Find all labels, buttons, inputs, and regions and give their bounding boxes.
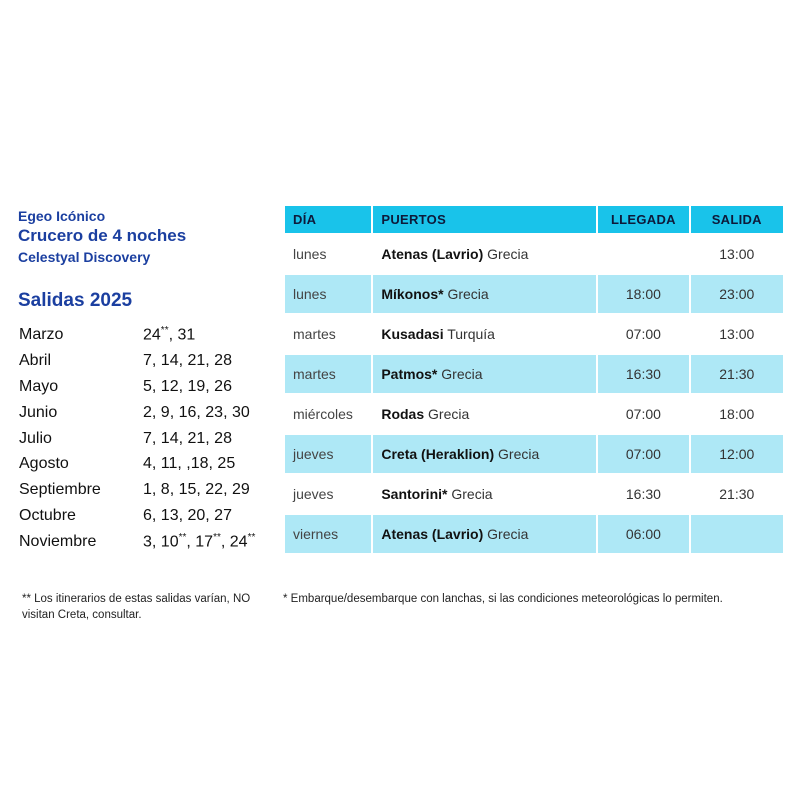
month-dates [143, 507, 232, 525]
month-dates [143, 532, 255, 551]
arrival-cell [598, 235, 688, 273]
month-name: Octubre [19, 507, 76, 525]
dates-text: 1, 8, 15, 22, 29 [143, 481, 250, 499]
note-marker: ** [178, 532, 187, 544]
departure-row [19, 374, 281, 400]
port-cell [373, 355, 596, 393]
port-country: Grecia [441, 366, 483, 382]
port-country: Grecia [498, 446, 540, 462]
itinerary-row [285, 435, 783, 473]
port-cell [373, 235, 596, 273]
arrival-cell: 18:00 [598, 275, 688, 313]
departures-title: Salidas 2025 [18, 290, 133, 311]
header-salida: SALIDA [691, 206, 783, 233]
port-cell [373, 275, 596, 313]
month-name: Noviembre [19, 533, 97, 551]
month-dates [143, 481, 250, 499]
dates-text: 5, 12, 19, 26 [143, 377, 232, 395]
departure-row [19, 400, 281, 426]
month-dates [143, 352, 232, 370]
day-cell: viernes [285, 515, 371, 553]
itinerary-row [285, 475, 783, 513]
dates-text: 4, 11, ,18, 25 [143, 455, 236, 473]
month-dates [143, 455, 235, 473]
port-name: Atenas (Lavrio) [381, 246, 484, 262]
departure-row [19, 477, 281, 503]
port-cell [373, 475, 596, 513]
cruise-heading [18, 207, 280, 267]
dates-text: 3, 10 [143, 533, 179, 551]
arrival-cell: 07:00 [598, 435, 688, 473]
ship-name: Celestyal Discovery [18, 249, 151, 265]
itinerary-row [285, 275, 783, 313]
day-cell: jueves [285, 435, 371, 473]
port-cell [373, 515, 596, 553]
dates-text: 7, 14, 21, 28 [143, 351, 232, 369]
departure-cell: 13:00 [719, 326, 755, 342]
departure-cell: 23:00 [691, 275, 783, 313]
port-name: Míkonos* [381, 286, 444, 302]
departure-cell: 18:00 [719, 406, 755, 422]
port-cell [373, 395, 596, 433]
port-name: Kusadasi [381, 326, 444, 342]
arrival-cell: 07:00 [625, 326, 661, 342]
itinerary-row [285, 235, 783, 273]
port-name: Rodas [381, 406, 425, 422]
month-dates [143, 325, 195, 344]
month-dates [143, 430, 232, 448]
month-dates [143, 404, 250, 422]
month-dates [143, 378, 232, 396]
port-country: Grecia [487, 526, 529, 542]
itinerary-row [285, 355, 783, 393]
departure-cell: 21:30 [691, 355, 783, 393]
port-cell [373, 315, 596, 353]
note-marker: ** [247, 532, 256, 544]
departure-row [19, 503, 281, 529]
header-puertos: PUERTOS [373, 206, 596, 233]
dates-text: 2, 9, 16, 23, 30 [143, 403, 250, 421]
day-cell: lunes [293, 246, 327, 262]
departure-row [19, 348, 281, 374]
arrival-cell: 07:00 [625, 406, 661, 422]
itinerary-row [285, 315, 783, 353]
itinerary-header-row [285, 206, 783, 233]
footnote-double-asterisk: ** Los itinerarios de estas salidas varían, NO visitan Creta, consultar. [22, 593, 251, 621]
month-name: Septiembre [19, 481, 101, 499]
dates-text: 24 [143, 326, 161, 344]
day-cell: lunes [285, 275, 371, 313]
footnote-asterisk: * Embarque/desembarque con lanchas, si las condiciones meteorológicas lo permiten. [283, 593, 723, 605]
day-cell: miércoles [293, 406, 353, 422]
arrival-cell: 16:30 [598, 355, 688, 393]
departure-row [19, 451, 281, 477]
departure-cell: 13:00 [719, 246, 755, 262]
month-name: Junio [19, 403, 58, 421]
month-name: Agosto [19, 455, 69, 473]
day-cell: jueves [293, 486, 334, 502]
month-name: Mayo [19, 377, 59, 395]
dates-text: 7, 14, 21, 28 [143, 429, 232, 447]
port-cell [373, 435, 596, 473]
departure-row [19, 426, 281, 452]
port-name: Patmos* [381, 366, 438, 382]
port-country: Grecia [487, 246, 529, 262]
departures-list [19, 322, 281, 555]
cruise-duration: Crucero de 4 noches [18, 226, 187, 245]
dates-text: 6, 13, 20, 27 [143, 507, 232, 525]
note-marker: ** [160, 325, 169, 337]
day-cell: martes [285, 355, 371, 393]
departure-row [19, 529, 281, 555]
departure-cell: 21:30 [719, 486, 755, 502]
departure-cell: 12:00 [691, 435, 783, 473]
port-country: Turquía [447, 326, 495, 342]
arrival-cell: 16:30 [625, 486, 661, 502]
port-name: Creta (Heraklion) [381, 446, 495, 462]
port-country: Grecia [451, 486, 493, 502]
arrival-cell: 06:00 [598, 515, 688, 553]
port-name: Santorini* [381, 486, 448, 502]
departure-row [19, 322, 281, 348]
dates-text: , 31 [168, 326, 196, 344]
cruise-region: Egeo Icónico [18, 208, 106, 224]
day-cell: martes [293, 326, 336, 342]
month-name: Julio [19, 429, 52, 447]
dates-text: , 24 [220, 533, 248, 551]
note-marker: ** [213, 532, 221, 544]
port-name: Atenas (Lavrio) [381, 526, 484, 542]
month-name: Marzo [19, 325, 64, 343]
port-country: Grecia [447, 286, 489, 302]
month-name: Abril [19, 351, 52, 369]
dates-text: , 17 [186, 533, 214, 551]
itinerary-table [283, 204, 785, 555]
header-dia: DÍA [285, 206, 371, 233]
header-llegada: LLEGADA [598, 206, 688, 233]
port-country: Grecia [428, 406, 470, 422]
itinerary-row [285, 515, 783, 553]
departure-cell [691, 515, 783, 553]
itinerary-row [285, 395, 783, 433]
